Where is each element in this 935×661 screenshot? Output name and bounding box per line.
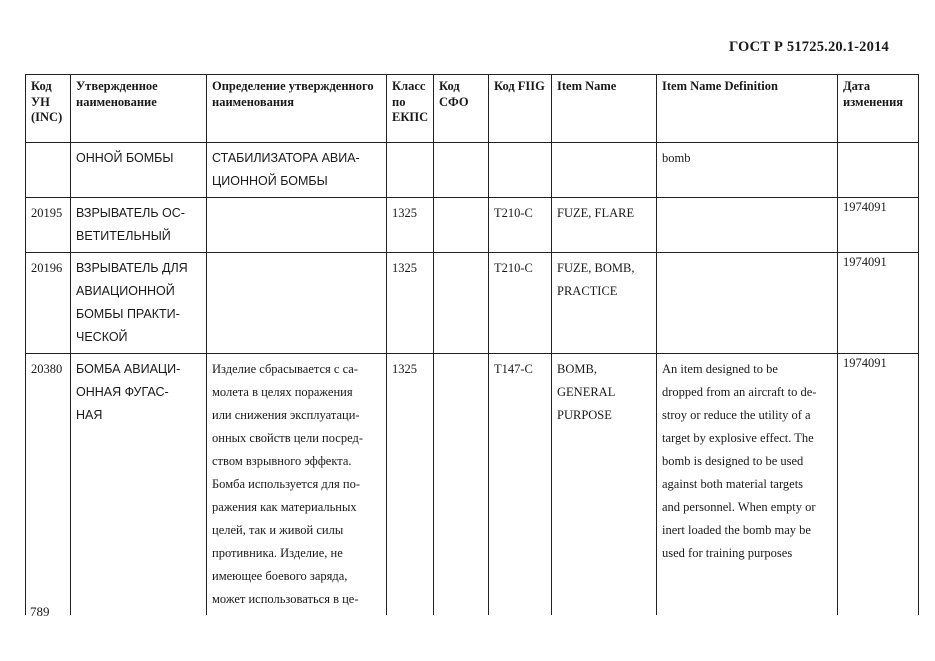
cell-item-definition: An item designed to be dropped from an aircraft to de- stroy or reduce the utility of a target by explosive effect. The bomb is designed to be used against both material targets and personnel. When empty or inert loaded the bomb may be used for training purposes xyxy=(657,354,838,616)
cell-date: 1974091 xyxy=(838,253,919,354)
cell-item-name: BOMB, GENERAL PURPOSE xyxy=(552,354,657,616)
cell-ekps: 1325 xyxy=(387,198,434,253)
col-header-date: Дата изменения xyxy=(838,75,919,143)
cell-fiig: T210-C xyxy=(489,198,552,253)
cell-name: ВЗРЫВАТЕЛЬ ДЛЯ АВИАЦИОННОЙ БОМБЫ ПРАКТИ- ЧЕСКОЙ xyxy=(71,253,207,354)
cell-inc: 20195 xyxy=(26,198,71,253)
cell-definition xyxy=(207,253,387,354)
cell-inc: 20196 xyxy=(26,253,71,354)
table-row xyxy=(26,354,919,616)
cell-sfo xyxy=(434,143,489,198)
cell-ekps: 1325 xyxy=(387,354,434,616)
cell-date xyxy=(838,143,919,198)
cell-item-definition xyxy=(657,198,838,253)
cell-ekps xyxy=(387,143,434,198)
cell-inc: 20380 xyxy=(26,354,71,616)
cell-name: ВЗРЫВАТЕЛЬ ОС- ВЕТИТЕЛЬНЫЙ xyxy=(71,198,207,253)
cell-inc xyxy=(26,143,71,198)
col-header-name: Утвержденное наименование xyxy=(71,75,207,143)
cell-name: ОННОЙ БОМБЫ xyxy=(71,143,207,198)
table-row xyxy=(26,198,919,253)
table-row xyxy=(26,143,919,198)
col-header-sfo: Код СФО xyxy=(434,75,489,143)
col-header-item-definition: Item Name Definition xyxy=(657,75,838,143)
col-header-definition: Определение утвержденного наименования xyxy=(207,75,387,143)
cell-sfo xyxy=(434,198,489,253)
cell-item-name xyxy=(552,143,657,198)
cell-item-definition: bomb xyxy=(657,143,838,198)
table-row xyxy=(26,253,919,354)
cell-sfo xyxy=(434,253,489,354)
cell-item-definition xyxy=(657,253,838,354)
col-header-inc: Код УН (INC) xyxy=(26,75,71,143)
cell-date: 1974091 xyxy=(838,198,919,253)
cell-fiig xyxy=(489,143,552,198)
cell-ekps: 1325 xyxy=(387,253,434,354)
cell-fiig: T147-C xyxy=(489,354,552,616)
col-header-ekps: Класс по ЕКПС xyxy=(387,75,434,143)
col-header-item-name: Item Name xyxy=(552,75,657,143)
cell-definition: СТАБИЛИЗАТОРА АВИА- ЦИОННОЙ БОМБЫ xyxy=(207,143,387,198)
col-header-fiig: Код FIIG xyxy=(489,75,552,143)
cell-definition: Изделие сбрасывается с са- молета в целях поражения или снижения эксплуатаци- онных свойств цели посред- ством взрывного эффекта. Бомба используется для по- ражения как материальных целей, так и живой силы противника. Изделие, не имеющее боевого заряда, может использоваться в це- xyxy=(207,354,387,616)
table-header-row xyxy=(26,75,919,143)
page-number: 789 xyxy=(30,604,50,619)
cell-name: БОМБА АВИАЦИ- ОННАЯ ФУГАС- НАЯ xyxy=(71,354,207,616)
document-standard-number: ГОСТ Р 51725.20.1-2014 xyxy=(728,39,889,55)
cell-sfo xyxy=(434,354,489,616)
nomenclature-table xyxy=(25,74,919,615)
cell-fiig: T210-C xyxy=(489,253,552,354)
cell-definition xyxy=(207,198,387,253)
cell-date: 1974091 xyxy=(838,354,919,616)
cell-item-name: FUZE, BOMB, PRACTICE xyxy=(552,253,657,354)
cell-item-name: FUZE, FLARE xyxy=(552,198,657,253)
